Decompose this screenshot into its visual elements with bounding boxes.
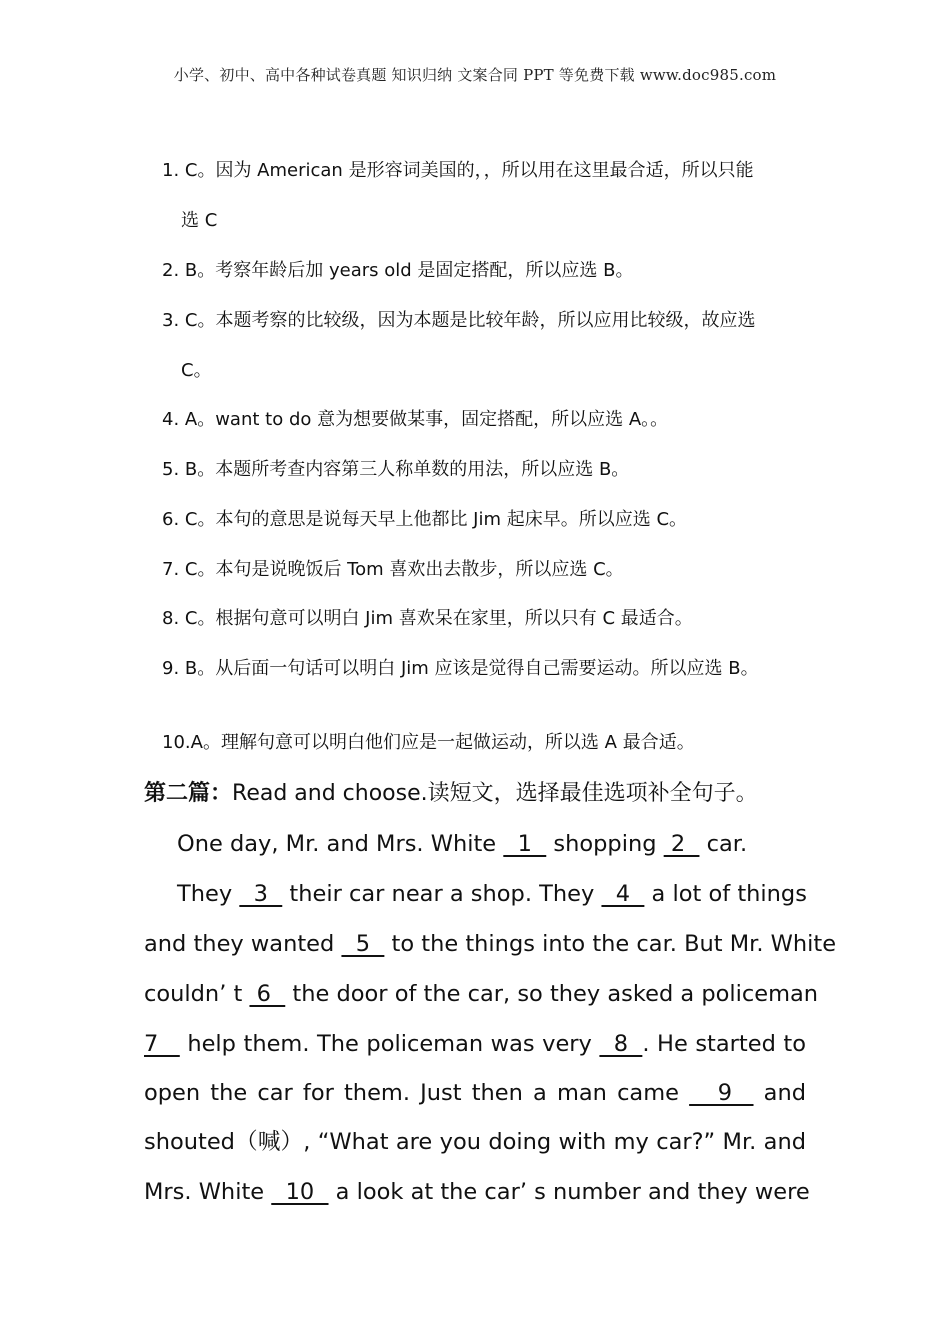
passage-text: and xyxy=(753,1080,806,1106)
blank-6: 6 xyxy=(249,981,286,1007)
passage-line-3 xyxy=(144,929,837,959)
blank-3: 3 xyxy=(239,881,283,907)
blank-2: 2 xyxy=(663,831,700,857)
answer-item-1-cont: 选 C xyxy=(181,210,218,231)
answer-item-1: 1. C。因为 American 是形容词美国的，，所以用在这里最合适，所以只能 xyxy=(162,160,754,181)
passage-line-7 xyxy=(144,1127,806,1157)
blank-10: 10 xyxy=(271,1179,329,1205)
passage-line-4 xyxy=(144,979,819,1009)
passage-text: help them. The policeman was very xyxy=(179,1031,600,1057)
passage-text: to the things into the car. But Mr. White xyxy=(384,931,837,957)
passage-text: a lot of things xyxy=(644,881,807,907)
passage-text: . He started to xyxy=(642,1031,806,1057)
passage-line-8 xyxy=(144,1177,810,1207)
section-title xyxy=(144,779,758,809)
blank-1: 1 xyxy=(503,831,547,857)
passage-line-1 xyxy=(177,829,806,859)
passage-text: shopping xyxy=(546,831,664,857)
passage-text: One day, Mr. and Mrs. White xyxy=(177,831,504,857)
passage-line-2 xyxy=(177,879,806,909)
answer-item-4: 4. A。want to do 意为想要做某事，固定搭配，所以应选 A。。 xyxy=(162,409,669,430)
answer-item-6: 6. C。本句的意思是说每天早上他都比 Jim 起床早。所以应选 C。 xyxy=(162,509,688,530)
answer-item-3-cont: C。 xyxy=(181,360,212,381)
passage-text: open the car for them. Just then a man came xyxy=(144,1080,690,1106)
blank-8: 8 xyxy=(599,1031,643,1057)
blank-9: 9 xyxy=(689,1080,754,1106)
section-label: 第二篇： xyxy=(144,781,233,806)
blank-5: 5 xyxy=(341,931,385,957)
passage-text: and they wanted xyxy=(144,931,342,957)
answer-item-9: 9. B。从后面一句话可以明白 Jim 应该是觉得自己需要运动。所以应选 B。 xyxy=(162,658,759,679)
passage-text: their car near a shop. They xyxy=(282,881,602,907)
passage-text: the door of the car, so they asked a policeman xyxy=(285,981,819,1007)
passage-text: Mrs. White xyxy=(144,1179,272,1205)
page-header: 小学、初中、高中各种试卷真题 知识归纳 文案合同 PPT 等免费下载 www.doc985.com xyxy=(173,66,777,84)
passage-text: a look at the car’ s number and they were xyxy=(328,1179,810,1205)
answer-item-2: 2. B。考察年龄后加 years old 是固定搭配，所以应选 B。 xyxy=(162,260,634,281)
passage-text: couldn’ t xyxy=(144,981,250,1007)
passage-text: shouted（喊）, “What are you doing with my car?” Mr. and xyxy=(144,1129,806,1155)
passage-text: car. xyxy=(699,831,748,857)
answer-item-7: 7. C。本句是说晚饭后 Tom 喜欢出去散步，所以应选 C。 xyxy=(162,559,624,580)
passage-line-5 xyxy=(144,1029,806,1059)
section-instruction: Read and choose.读短文，选择最佳选项补全句子。 xyxy=(232,781,758,806)
blank-7: 7 xyxy=(144,1031,180,1057)
answer-item-3: 3. C。本题考察的比较级，因为本题是比较年龄，所以应用比较级，故应选 xyxy=(162,310,756,331)
blank-4: 4 xyxy=(601,881,645,907)
answer-item-10: 10.A。理解句意可以明白他们应是一起做运动，所以选 A 最合适。 xyxy=(162,732,695,753)
passage-text: They xyxy=(177,881,240,907)
answer-item-5: 5. B。本题所考查内容第三人称单数的用法，所以应选 B。 xyxy=(162,459,630,480)
passage-line-6 xyxy=(144,1078,806,1108)
answer-item-8: 8. C。根据句意可以明白 Jim 喜欢呆在家里，所以只有 C 最适合。 xyxy=(162,608,693,629)
